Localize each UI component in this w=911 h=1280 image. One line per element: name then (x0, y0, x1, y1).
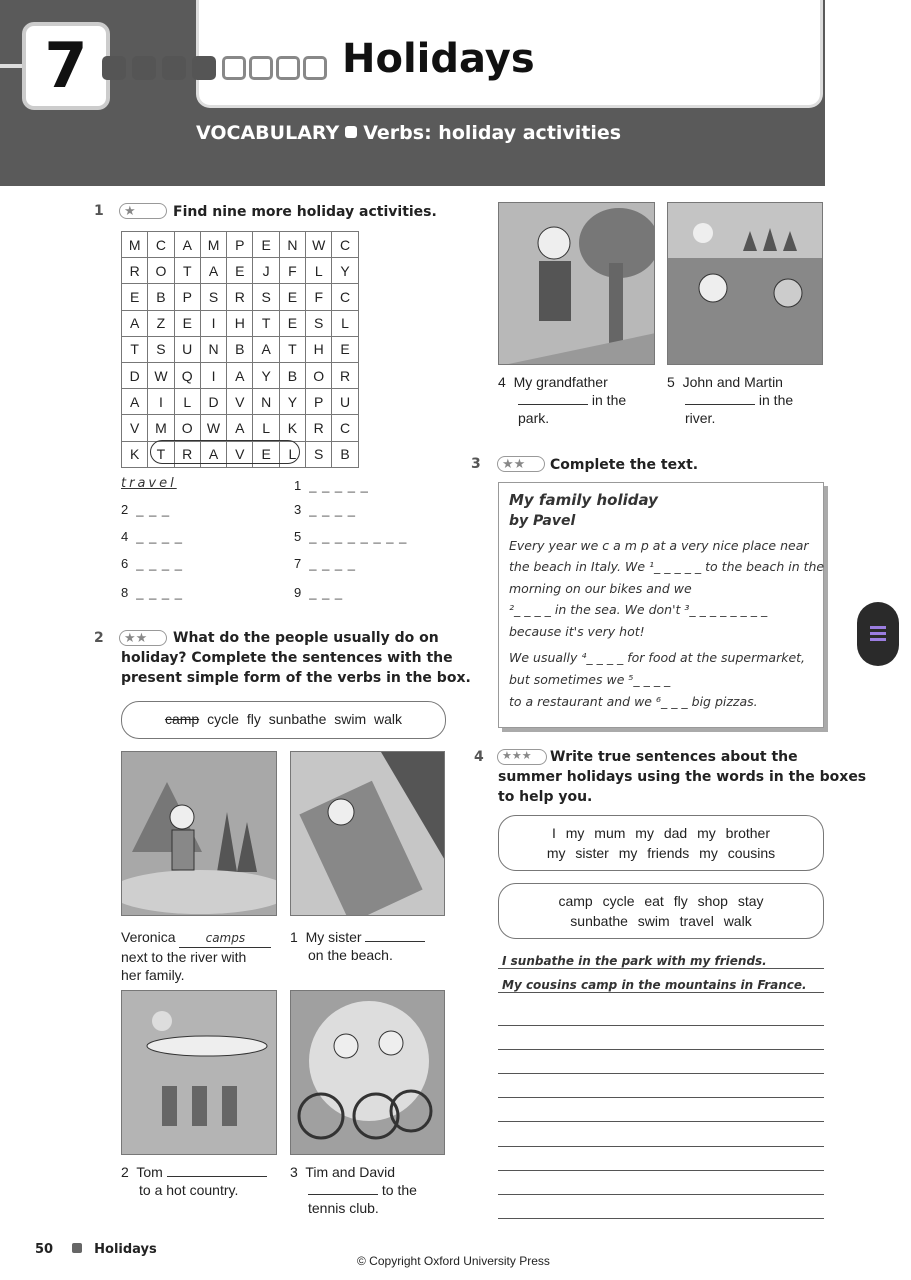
grid-cell[interactable]: L (332, 310, 358, 336)
grid-cell[interactable]: K (122, 441, 148, 467)
grid-cell[interactable]: S (200, 284, 226, 310)
progress-square-filled (132, 56, 156, 80)
writing-line[interactable] (498, 1025, 824, 1026)
grid-cell[interactable]: M (200, 232, 226, 258)
grid-cell[interactable]: P (306, 389, 332, 415)
grid-cell[interactable]: P (227, 232, 253, 258)
grid-cell[interactable]: S (253, 284, 279, 310)
exercise-instruction: summer holidays using the words in the boxes (498, 769, 867, 785)
grid-cell[interactable]: W (148, 362, 174, 388)
grid-cell[interactable]: Y (253, 362, 279, 388)
grid-cell[interactable]: V (227, 441, 253, 467)
found-word-ring (150, 440, 300, 464)
grid-cell[interactable]: C (332, 232, 358, 258)
grid-cell[interactable]: J (253, 258, 279, 284)
verb-walk: walk (374, 711, 403, 727)
word-search-grid (121, 231, 359, 468)
verb-cycle: cycle (207, 711, 239, 727)
illustration-swimming (667, 202, 823, 365)
page-number: 50 (35, 1242, 54, 1257)
sentence-4: 4 My grandfather in the park. (498, 374, 627, 426)
grid-cell[interactable]: I (200, 362, 226, 388)
progress-square-filled (102, 56, 126, 80)
exercise-instruction: present simple form of the verbs in the box. (121, 670, 471, 686)
grid-cell[interactable]: R (332, 362, 358, 388)
grid-cell[interactable]: D (122, 362, 148, 388)
text-line: We usually ⁴_ _ _ _ for food at the supermarket, (509, 650, 806, 665)
grid-cell[interactable]: E (122, 284, 148, 310)
illustration-camping (121, 751, 277, 916)
grid-cell[interactable]: B (148, 284, 174, 310)
exercise-number: 4 (474, 749, 484, 765)
unit-title: Holidays (342, 36, 535, 82)
grid-cell[interactable]: F (279, 258, 305, 284)
grid-row (122, 310, 359, 336)
grid-cell[interactable]: C (332, 284, 358, 310)
text-line: Every year we c a m p at a very nice place near (509, 538, 809, 553)
grid-cell[interactable]: Q (174, 362, 200, 388)
grid-cell[interactable]: Y (332, 258, 358, 284)
menu-button[interactable] (857, 602, 899, 666)
exercise-number: 2 (94, 630, 104, 646)
grid-cell[interactable]: F (306, 284, 332, 310)
illustration-walking (498, 202, 655, 365)
grid-cell[interactable]: B (279, 362, 305, 388)
section-topic: Verbs: holiday activities (363, 122, 622, 144)
writing-line[interactable] (498, 1146, 824, 1147)
bullet-icon (72, 1243, 82, 1253)
grid-cell[interactable]: R (174, 441, 200, 467)
grid-cell[interactable]: V (122, 415, 148, 441)
grid-cell[interactable]: N (279, 232, 305, 258)
grid-cell[interactable]: I (200, 310, 226, 336)
grid-cell[interactable]: L (306, 258, 332, 284)
answer-field[interactable] (365, 928, 425, 942)
grid-cell[interactable]: N (253, 389, 279, 415)
grid-cell[interactable]: A (200, 441, 226, 467)
answer-field[interactable] (685, 391, 755, 405)
text-line: but sometimes we ⁵_ _ _ _ (509, 672, 671, 687)
text-line: ²_ _ _ _ in the sea. We don't ³_ _ _ _ _ _ _ _ (509, 602, 768, 617)
writing-line[interactable] (498, 992, 824, 993)
text-title: My family holiday (509, 491, 658, 509)
grid-cell[interactable]: M (122, 232, 148, 258)
answer-field[interactable] (518, 391, 588, 405)
text-line: to a restaurant and we ⁶_ _ _ big pizzas. (509, 694, 758, 709)
grid-row (122, 415, 359, 441)
text-author: by Pavel (509, 513, 576, 529)
grid-cell[interactable]: W (200, 415, 226, 441)
grid-cell[interactable]: A (227, 362, 253, 388)
grid-cell[interactable]: A (174, 232, 200, 258)
grid-cell[interactable]: L (253, 415, 279, 441)
section-title (196, 122, 621, 144)
grid-row (122, 232, 359, 258)
illustration-plane (121, 990, 277, 1155)
text-box (498, 482, 824, 728)
exercise-instruction: to help you. (498, 789, 593, 805)
grid-cell[interactable]: L (174, 389, 200, 415)
illustration-cycling (290, 990, 445, 1155)
writing-line[interactable] (498, 1121, 824, 1122)
grid-row (122, 336, 359, 362)
grid-cell[interactable]: P (174, 284, 200, 310)
writing-line[interactable] (498, 1049, 824, 1050)
progress-square-empty (222, 56, 246, 80)
grid-cell[interactable]: W (306, 232, 332, 258)
answer-9: 9 _ _ _ (294, 585, 344, 600)
grid-cell[interactable]: C (148, 232, 174, 258)
grid-cell[interactable]: S (306, 441, 332, 467)
sentence-1: 1 My sister on the beach. (290, 928, 450, 964)
grid-cell[interactable]: H (306, 336, 332, 362)
writing-line[interactable] (498, 1073, 824, 1074)
verb-swim: swim (334, 711, 367, 727)
verbs-box: camp cycle eat fly shop stay sunbathe swim travel walk (498, 883, 824, 939)
illustration-beach (290, 751, 445, 916)
grid-cell[interactable]: U (332, 389, 358, 415)
text-line: morning on our bikes and we (509, 581, 692, 596)
grid-cell[interactable]: B (227, 336, 253, 362)
answer-3: 3 _ _ _ _ (294, 502, 356, 517)
grid-row (122, 284, 359, 310)
sentence-3: 3 Tim and David to the tennis club. (290, 1164, 417, 1216)
grid-cell[interactable]: L (279, 441, 305, 467)
star-rating: ★ (119, 203, 167, 219)
verb-fly: fly (246, 711, 261, 727)
grid-cell[interactable]: O (174, 415, 200, 441)
example-sentence: My cousins camp in the mountains in France. (502, 978, 807, 992)
grid-cell[interactable]: T (253, 310, 279, 336)
answer-7: 7 _ _ _ _ (294, 556, 356, 571)
progress-square-empty (249, 56, 273, 80)
grid-cell[interactable]: Y (279, 389, 305, 415)
section-label: VOCABULARY (196, 122, 340, 144)
header-tick (0, 64, 22, 68)
example-sentence: I sunbathe in the park with my friends. (502, 954, 767, 968)
text-line: the beach in Italy. We ¹_ _ _ _ _ to the beach in the (509, 559, 825, 574)
answer-field[interactable]: camps (179, 929, 271, 948)
grid-cell[interactable]: U (174, 336, 200, 362)
footer (35, 1242, 157, 1257)
menu-icon (870, 626, 886, 629)
grid-cell[interactable]: E (279, 310, 305, 336)
grid-cell[interactable]: N (200, 336, 226, 362)
answer-1: 1 _ _ _ _ _ (294, 478, 369, 493)
grid-cell[interactable]: B (332, 441, 358, 467)
writing-line[interactable] (498, 1097, 824, 1098)
exercise-number: 3 (471, 456, 481, 472)
grid-cell[interactable]: K (279, 415, 305, 441)
bullet-icon (345, 126, 357, 138)
exercise-instruction: Complete the text. (550, 457, 699, 473)
example-answer: travel (121, 476, 177, 491)
grid-row (122, 362, 359, 388)
verb-camp: camp (164, 711, 200, 727)
answer-8: 8 _ _ _ _ (121, 585, 183, 600)
grid-cell[interactable]: O (148, 258, 174, 284)
writing-line[interactable] (498, 968, 824, 969)
writing-line[interactable] (498, 1218, 824, 1219)
star-rating: ★★★ (497, 749, 547, 765)
grid-cell[interactable]: V (227, 389, 253, 415)
answer-4: 4 _ _ _ _ (121, 529, 183, 544)
exercise-instruction: Find nine more holiday activities. (173, 204, 437, 220)
unit-number: 7 (22, 22, 110, 110)
grid-cell[interactable]: A (227, 415, 253, 441)
grid-cell[interactable]: S (148, 336, 174, 362)
grid-cell[interactable]: T (279, 336, 305, 362)
grid-row (122, 389, 359, 415)
progress-square-filled (162, 56, 186, 80)
answer-field[interactable] (167, 1163, 267, 1177)
grid-row (122, 258, 359, 284)
grid-cell[interactable]: S (306, 310, 332, 336)
copyright: © Copyright Oxford University Press (357, 1254, 550, 1268)
answer-6: 6 _ _ _ _ (121, 556, 183, 571)
grid-cell[interactable]: A (253, 336, 279, 362)
exercise-instruction: Write true sentences about the (550, 749, 798, 765)
footer-section: Holidays (94, 1242, 157, 1257)
answer-5: 5 _ _ _ _ _ _ _ _ (294, 529, 408, 544)
grid-cell[interactable]: R (122, 258, 148, 284)
grid-cell[interactable]: C (332, 415, 358, 441)
grid-cell[interactable]: T (148, 441, 174, 467)
grid-cell[interactable]: H (227, 310, 253, 336)
grid-cell[interactable]: D (200, 389, 226, 415)
star-rating: ★★ (497, 456, 545, 472)
grid-cell[interactable]: Z (148, 310, 174, 336)
grid-cell[interactable]: A (200, 258, 226, 284)
sentence-2: 2 Tom to a hot country. (121, 1163, 281, 1199)
grid-cell[interactable]: E (253, 232, 279, 258)
answer-field[interactable] (308, 1181, 378, 1195)
sentence-5: 5 John and Martin in the river. (667, 374, 794, 426)
verb-box (121, 701, 446, 739)
grid-cell[interactable]: T (174, 258, 200, 284)
grid-cell[interactable]: M (148, 415, 174, 441)
subjects-box: I my mum my dad my brother my sister my friends my cousins (498, 815, 824, 871)
exercise-instruction: What do the people usually do on (173, 630, 439, 646)
verb-sunbathe: sunbathe (268, 711, 327, 727)
writing-line[interactable] (498, 1170, 824, 1171)
grid-cell[interactable]: E (332, 336, 358, 362)
grid-cell[interactable]: E (279, 284, 305, 310)
grid-cell[interactable]: R (227, 284, 253, 310)
progress-square-filled (192, 56, 216, 80)
grid-cell[interactable]: O (306, 362, 332, 388)
text-line: because it's very hot! (509, 624, 645, 639)
grid-cell[interactable]: E (253, 441, 279, 467)
grid-cell[interactable]: I (148, 389, 174, 415)
grid-cell[interactable]: R (306, 415, 332, 441)
exercise-instruction: holiday? Complete the sentences with the (121, 650, 453, 666)
grid-cell[interactable]: A (122, 389, 148, 415)
writing-line[interactable] (498, 1194, 824, 1195)
answer-2: 2 _ _ _ (121, 502, 171, 517)
star-rating: ★★ (119, 630, 167, 646)
grid-cell[interactable]: A (122, 310, 148, 336)
progress-square-empty (303, 56, 327, 80)
grid-cell[interactable]: T (122, 336, 148, 362)
sentence-example: Veronica camps next to the river with her family. (121, 928, 281, 984)
grid-cell[interactable]: E (227, 258, 253, 284)
exercise-number: 1 (94, 203, 104, 219)
grid-cell[interactable]: E (174, 310, 200, 336)
progress-square-empty (276, 56, 300, 80)
